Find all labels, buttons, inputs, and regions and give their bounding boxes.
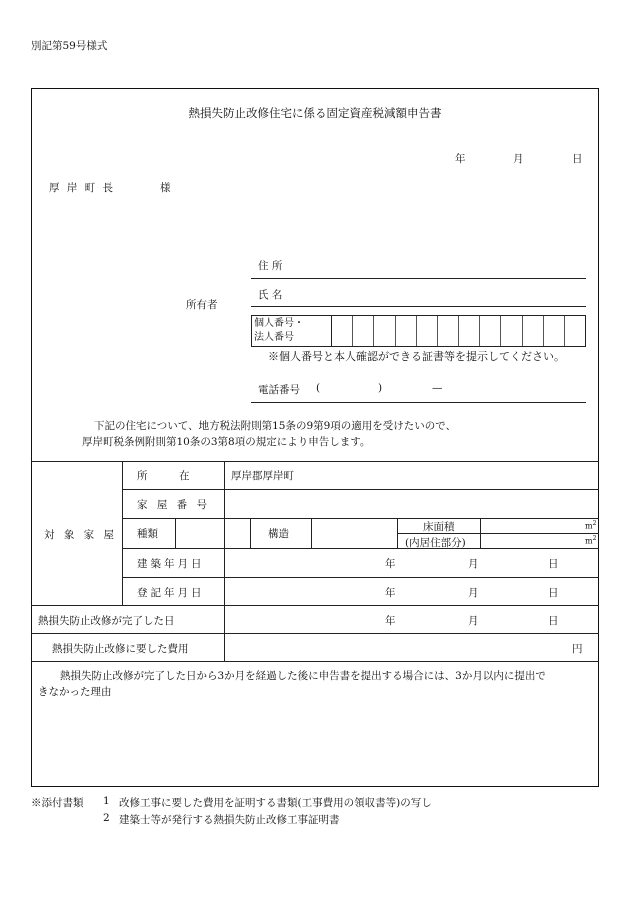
completed-year: 年 (385, 615, 396, 627)
row-line (122, 548, 599, 549)
date-year: 年 (455, 153, 466, 165)
phone-dash: — (432, 382, 443, 394)
attachment-2: 建築士等が発行する熱損失防止改修工事証明書 (119, 814, 340, 826)
intro-line-1: 下記の住宅について、地方税法附則第15条の9第9項の適用を受けたいので、 (94, 420, 457, 432)
owner-label: 所有者 (186, 299, 218, 311)
row-line (31, 605, 599, 606)
type-label: 種類 (137, 528, 158, 540)
reason-line-1: 熱損失防止改修が完了した日から3か月を経過した後に申告書を提出する場合には、3か月以内に提出で (60, 670, 546, 682)
addressee-name: 厚 岸 町 長 (49, 182, 116, 194)
area-unit-sup: 2 (592, 535, 597, 542)
attachment-1-number: 1 (103, 795, 110, 807)
registered-month: 月 (468, 587, 479, 599)
col-line (224, 461, 225, 661)
built-month: 月 (468, 558, 479, 570)
id-digit-cell[interactable] (565, 316, 585, 346)
id-digit-cell[interactable] (374, 316, 395, 346)
registered-day: 日 (548, 587, 559, 599)
phone-field[interactable] (251, 402, 586, 403)
built-year: 年 (385, 558, 396, 570)
location-value[interactable]: 厚岸郡厚岸町 (231, 470, 294, 482)
form-id: 別記第59号様式 (31, 40, 108, 52)
id-digit-cell[interactable] (544, 316, 565, 346)
attachments-label: ※添付書類 (31, 797, 84, 809)
location-label: 所 在 (137, 470, 190, 482)
registered-year: 年 (385, 587, 396, 599)
row-line (31, 661, 599, 662)
addressee-honorific: 様 (160, 182, 171, 194)
address-field[interactable] (251, 278, 586, 279)
name-field[interactable] (251, 306, 586, 307)
built-day: 日 (548, 558, 559, 570)
id-digit-cells[interactable] (332, 316, 585, 346)
area-unit-m: m (585, 536, 593, 546)
individual-number-grid[interactable] (251, 315, 586, 347)
col-line (122, 461, 123, 605)
page-title: 熱損失防止改修住宅に係る固定資産税減額申告書 (188, 106, 442, 120)
floor-area-label: 床面積 (423, 521, 455, 533)
attachment-2-number: 2 (103, 812, 110, 824)
row-line (31, 633, 599, 634)
area-unit-m: m (585, 521, 593, 531)
reason-textarea[interactable] (38, 700, 593, 782)
structure-label: 構造 (268, 528, 289, 540)
id-digit-cell[interactable] (438, 316, 459, 346)
row-line (122, 489, 599, 490)
id-label-line2: 法人番号 (254, 332, 294, 343)
id-digit-cell[interactable] (417, 316, 438, 346)
residential-part-label: (内居住部分) (405, 537, 466, 549)
address-label: 住 所 (258, 260, 283, 272)
built-date-label: 建築年月日 (137, 558, 205, 570)
id-number-label (252, 316, 332, 346)
id-digit-cell[interactable] (501, 316, 522, 346)
phone-close-paren: ) (378, 382, 383, 394)
col-line (250, 518, 251, 548)
id-digit-cell[interactable] (353, 316, 374, 346)
col-line (311, 518, 312, 548)
col-line (175, 518, 176, 548)
id-note: ※個人番号と本人確認ができる証書等を提示してください。 (268, 350, 565, 363)
table-top-border (31, 461, 599, 462)
completed-month: 月 (468, 615, 479, 627)
id-digit-cell[interactable] (523, 316, 544, 346)
id-digit-cell[interactable] (396, 316, 417, 346)
phone-open-paren: ( (316, 382, 321, 394)
id-digit-cell[interactable] (480, 316, 501, 346)
registered-date-label: 登記年月日 (137, 587, 205, 599)
id-digit-cell[interactable] (332, 316, 353, 346)
date-month: 月 (513, 153, 524, 165)
completed-date-label: 熱損失防止改修が完了した日 (38, 615, 175, 627)
yen-unit: 円 (572, 643, 583, 655)
name-label: 氏 名 (258, 289, 283, 301)
id-digit-cell[interactable] (459, 316, 480, 346)
intro-line-2: 厚岸町税条例附則第10条の3第8項の規定により申告します。 (82, 436, 371, 448)
phone-label: 電話番号 (258, 384, 300, 396)
row-line (122, 518, 599, 519)
area-unit (585, 520, 596, 531)
date-day: 日 (572, 153, 583, 165)
reason-line-2: きなかった理由 (38, 686, 112, 698)
id-label-line1: 個人番号・ (254, 318, 304, 329)
row-line (122, 577, 599, 578)
attachment-1: 改修工事に要した費用を証明する書類(工事費用の領収書等)の写し (119, 797, 432, 809)
house-number-label: 家 屋 番 号 (137, 499, 211, 511)
area-unit-sup: 2 (592, 520, 597, 527)
area-unit (585, 535, 596, 546)
target-house-label: 対 象 家 屋 (44, 529, 118, 541)
cost-label: 熱損失防止改修に要した費用 (52, 643, 189, 655)
completed-day: 日 (548, 615, 559, 627)
